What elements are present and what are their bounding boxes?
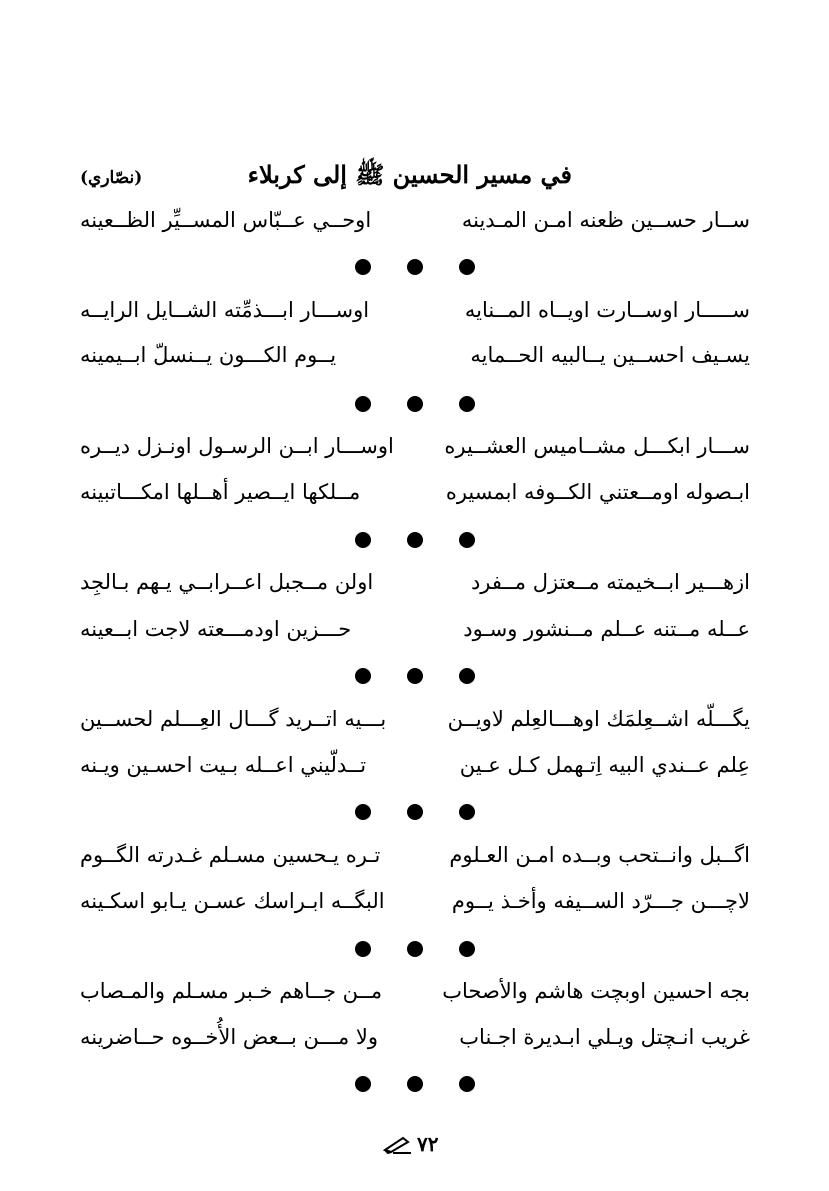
verse-line bbox=[80, 843, 750, 883]
separator-dot bbox=[459, 1076, 475, 1092]
verse-line bbox=[80, 208, 750, 248]
verse-first-hemistich: ابـصوله اومــعتني الكــوفه ابمسيره bbox=[445, 480, 750, 504]
separator-dot bbox=[355, 259, 371, 275]
verse-line bbox=[80, 434, 750, 474]
separator-dot bbox=[407, 396, 423, 412]
verse-second-hemistich: اوســـار ابــن الرسـول اونـزل ديــره bbox=[80, 434, 394, 458]
stanza-separator bbox=[355, 1074, 475, 1094]
stanza-separator bbox=[355, 939, 475, 959]
separator-dot bbox=[459, 804, 475, 820]
stanza-separator bbox=[355, 802, 475, 822]
verse-first-hemistich: عِلم عــندي البيه اِتـهمل كـل عـين bbox=[459, 753, 750, 777]
separator-dot bbox=[459, 532, 475, 548]
verse-first-hemistich: بجه احسين اوبچت هاشم والأصحاب bbox=[442, 979, 750, 1003]
verse-line bbox=[80, 979, 750, 1019]
verse-line bbox=[80, 753, 750, 793]
verse-line bbox=[80, 617, 750, 657]
separator-dot bbox=[407, 804, 423, 820]
pen-icon bbox=[383, 1134, 413, 1154]
verse-second-hemistich: مــلكها ايــصير أهــلها امكـــاتبينه bbox=[80, 480, 361, 504]
verse-first-hemistich: ســار حســين ظعنه امـن المـدينه bbox=[461, 208, 750, 232]
poem-title: في مسير الحسين ﷺ إلى كربلاء bbox=[247, 160, 572, 189]
page-number-text: ٧٢ bbox=[417, 1132, 439, 1156]
verse-first-hemistich: اگــبل وانــتحب وبــده امـن العـلوم bbox=[449, 843, 750, 867]
poem-type-tag: (نصّاري) bbox=[80, 168, 143, 188]
verse-first-hemistich: ســـــار اوســارت اويــاه المــنايه bbox=[464, 298, 750, 322]
verse-first-hemistich: يسـيف احســين يــالبيه الحــمايه bbox=[470, 343, 750, 367]
verse-line bbox=[80, 480, 750, 520]
verse-line bbox=[80, 889, 750, 929]
verse-first-hemistich: لاچـــن جـــرّد الســيفه وأخـذ يــوم bbox=[451, 889, 750, 913]
verse-second-hemistich: البگــه ابـراسك عسـن يـابو اسكـينه bbox=[80, 889, 385, 913]
stanza-separator bbox=[355, 530, 475, 550]
verse-second-hemistich: ولا مـــن بــعض الأُخــوه حــاضرينه bbox=[80, 1025, 379, 1049]
separator-dot bbox=[459, 396, 475, 412]
verse-line bbox=[80, 298, 750, 338]
verse-second-hemistich: مــن جــاهم خـبر مسـلم والمـصاب bbox=[80, 979, 383, 1003]
separator-dot bbox=[407, 259, 423, 275]
verse-first-hemistich: ازهـــير ابــخيمته مــعتزل مــفرد bbox=[470, 570, 750, 594]
verse-first-hemistich: غريب انـچتل ويـلي ابـديرة اجـناب bbox=[459, 1025, 750, 1049]
stanza-separator bbox=[355, 666, 475, 686]
verse-second-hemistich: حـــزين اودمـــعته لاجت ابــعينه bbox=[80, 617, 352, 641]
verse-second-hemistich: اوســـار ابـــذمِّته الشــايل الرايــه bbox=[80, 298, 370, 322]
page-number bbox=[383, 1130, 453, 1158]
separator-dot bbox=[355, 941, 371, 957]
verse-first-hemistich: يگـــلّه اشــعِلمَك اوهـــالعِلم لاويــن bbox=[447, 707, 750, 731]
verse-second-hemistich: اولن مــجبل اعــرابــي يـهم بـالجِد bbox=[80, 570, 374, 594]
verse-second-hemistich: بـــيه اتــريد گـــال العِـــلم لحســين bbox=[80, 707, 387, 731]
separator-dot bbox=[355, 804, 371, 820]
separator-dot bbox=[459, 668, 475, 684]
verse-second-hemistich: تــدلّيني اعــله بـيت احسـين ويـنه bbox=[80, 753, 367, 777]
separator-dot bbox=[407, 532, 423, 548]
stanza-separator bbox=[355, 394, 475, 414]
separator-dot bbox=[459, 259, 475, 275]
verse-line bbox=[80, 1025, 750, 1065]
separator-dot bbox=[355, 668, 371, 684]
separator-dot bbox=[355, 396, 371, 412]
verse-second-hemistich: يــوم الكـــون يــنسلّ ابــيمينه bbox=[80, 343, 337, 367]
stanza-separator bbox=[355, 257, 475, 277]
separator-dot bbox=[355, 1076, 371, 1092]
verse-line bbox=[80, 707, 750, 747]
verse-first-hemistich: ســـار ابكـــل مشــاميس العشــيره bbox=[444, 434, 750, 458]
separator-dot bbox=[407, 1076, 423, 1092]
poem-header bbox=[80, 160, 750, 200]
verse-line bbox=[80, 343, 750, 383]
separator-dot bbox=[407, 941, 423, 957]
verse-line bbox=[80, 570, 750, 610]
verse-first-hemistich: عــله مــتنه عــلم مــنشور وسـود bbox=[463, 617, 750, 641]
separator-dot bbox=[355, 532, 371, 548]
verse-second-hemistich: اوحــي عــبّاس المســيِّر الظــعينه bbox=[80, 208, 372, 232]
separator-dot bbox=[407, 668, 423, 684]
verse-second-hemistich: تـره يـحسين مسـلم غـدرته الگــوم bbox=[80, 843, 381, 867]
separator-dot bbox=[459, 941, 475, 957]
